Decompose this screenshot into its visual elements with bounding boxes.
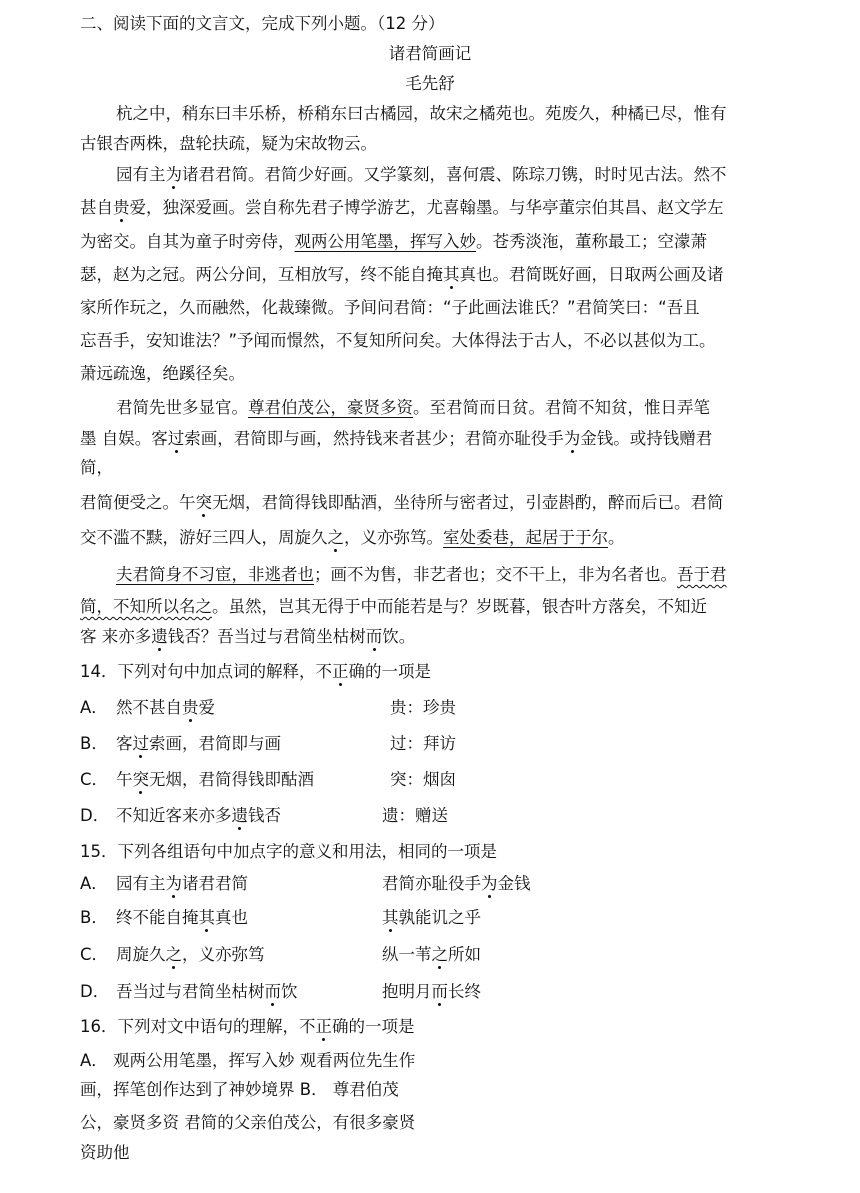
q15-option-d[interactable]: D． 吾当过与君简坐枯树而饮 — [80, 982, 298, 1001]
p2-line-4: 瑟，赵为之冠。两公分间，互相放写，终不能自掩其真也。君简既好画，日取两公画及诸 — [80, 265, 724, 284]
p1-line-1: 杭之中，稍东曰丰乐桥，桥稍东曰古橘园，故宋之橘苑也。苑废久，种橘已尽，惟有 — [116, 104, 727, 123]
dotted-char: 贵 — [182, 698, 199, 717]
passage-title: 诸君简画记 — [388, 44, 472, 63]
p2-line-2: 甚自贵爱，独深爱画。尝自称先君子博学游艺，尤喜翰墨。与华亭董宗伯其昌、赵文学左 — [80, 198, 724, 217]
p2-line-3: 为密交。自其为童子时旁侍，观两公用笔墨，挥写入妙。苍秀淡沲，董称最工；空濛萧 — [80, 232, 707, 251]
dotted-char: 不正确 — [315, 662, 365, 681]
dotted-char: 而 — [365, 627, 383, 646]
dotted-char: 之 — [431, 945, 448, 964]
underlined-sentence: 室处委巷，起居于于尔 — [443, 528, 608, 547]
p4-line-3: 客 来亦多遗钱否？吾当过与君简坐枯树而饮。 — [80, 627, 416, 646]
dotted-char: 为 — [165, 165, 182, 184]
q14-option-c-gloss: 突：烟囱 — [390, 770, 456, 789]
underlined-sentence: 观两公用笔墨，挥写入妙 — [294, 232, 476, 251]
q16-stem: 16．下列对文中语句的理解，不正确的一项是 — [80, 1017, 415, 1036]
q14-option-a-gloss: 贵：珍贵 — [390, 698, 456, 717]
p2-line-1: 园有主为诸君君简。君简少好画。又学篆刻，喜何震、陈琮刀镌，时时见古法。然不 — [116, 165, 727, 184]
p4-line-2: 简，不知所以名之。虽然，岂其无得于中而能若是与？岁既暮，银杏叶方落矣，不知近 — [80, 597, 707, 616]
dotted-char: 过 — [167, 429, 185, 448]
q14-stem: 14．下列对句中加点词的解释，不正确的一项是 — [80, 662, 431, 681]
p4-line-1: 夫君简身不习宦，非逃者也；画不为售，非艺者也；交不干上，非为名者也。吾于君 — [116, 565, 727, 584]
underlined-sentence: 夫君简身不习宦，非逃者也 — [116, 565, 314, 584]
wavy-underlined-sentence: 简，不知所以名之 — [80, 597, 212, 616]
q15-option-c[interactable]: C． 周旋久之，义亦弥笃 — [80, 945, 265, 964]
q16-line-1[interactable]: A． 观两公用笔墨，挥写入妙 观看两位先生作 — [80, 1051, 416, 1070]
underlined-sentence: 尊君伯茂公，豪贤多资 — [248, 398, 413, 417]
dotted-char: 而 — [264, 982, 281, 1001]
q15-option-b[interactable]: B． 终不能自掩其真也 — [80, 908, 248, 927]
q14-option-d[interactable]: D． 不知近客来亦多遗钱否 — [80, 806, 281, 825]
section-header: 二、阅读下面的文言文，完成下列小题。（12 分） — [80, 14, 445, 33]
p2-line-5: 家所作玩之，久而融然，化裁臻微。予间问君简：“子此画法谁氏？”君简笑曰：“吾且 — [80, 298, 700, 317]
q14-option-b-gloss: 过：拜访 — [390, 734, 456, 753]
dotted-char: 不正确 — [299, 1017, 349, 1036]
dotted-char: 遗 — [151, 627, 168, 646]
q16-line-4: 资助他 — [80, 1143, 130, 1162]
p1-line-2: 古银杏两株，盘轮扶疏，疑为宋故物云。 — [80, 134, 377, 153]
p3-line-2: 墨 自娱。客过索画，君简即与画，然持钱来者甚少；君简亦耻役手为金钱。或持钱赠君 — [80, 429, 713, 448]
q16-line-3: 公，豪贤多资 君简的父亲伯茂公，有很多豪贤 — [80, 1113, 416, 1132]
dotted-char: 其 — [382, 908, 399, 927]
p3-line-1: 君简先世多显官。尊君伯茂公，豪贤多资。至君简而日贫。君简不知贫，惟日弄笔 — [116, 398, 710, 417]
q14-option-a[interactable]: A． 然不甚自贵爱 — [80, 698, 215, 717]
dotted-char: 突 — [132, 770, 149, 789]
dotted-char: 而 — [431, 982, 448, 1001]
q14-option-b[interactable]: B． 客过索画，君简即与画 — [80, 734, 281, 753]
dotted-char: 为 — [481, 874, 498, 893]
q15-option-d-right: 抱明月而长终 — [382, 982, 481, 1001]
q14-option-d-gloss: 遗：赠送 — [382, 806, 448, 825]
dotted-char: 之 — [327, 528, 344, 547]
q15-option-b-right: 其孰能讥之乎 — [382, 908, 481, 927]
q15-stem: 15．下列各组语句中加点字的意义和用法，相同的一项是 — [80, 842, 497, 861]
dotted-char: 为 — [165, 874, 182, 893]
q16-line-2[interactable]: 画，挥笔创作达到了神妙境界 B． 尊君伯茂 — [80, 1080, 399, 1099]
q15-option-c-right: 纵一苇之所如 — [382, 945, 481, 964]
dotted-char: 贵 — [113, 198, 130, 217]
dotted-char: 突 — [195, 493, 212, 512]
p3-line-5: 交不滥不黩，游好三四人，周旋久之，义亦弥笃。室处委巷，起居于于尔。 — [80, 528, 625, 547]
dotted-char: 其 — [443, 265, 460, 284]
wavy-underlined-sentence: 吾于君 — [677, 565, 727, 584]
dotted-char: 过 — [132, 734, 149, 753]
dotted-char: 遗 — [231, 806, 248, 825]
q15-option-a-right: 君简亦耻役手为金钱 — [382, 874, 531, 893]
p2-line-6: 忘吾手，安知谁法？”予闻而憬然，不复知所问矣。大体得法于古人，不必以甚似为工。 — [80, 331, 716, 350]
q14-option-c[interactable]: C． 午突无烟，君简得钱即酤酒 — [80, 770, 314, 789]
q15-option-a[interactable]: A． 园有主为诸君君简 — [80, 874, 248, 893]
p2-line-7: 萧远疏逸，绝蹊径矣。 — [80, 364, 245, 383]
p3-line-3: 简， — [80, 458, 113, 477]
p3-line-4: 君简便受之。午突无烟，君简得钱即酤酒，坐待所与密者过，引壶斟酌，醉而后已。君简 — [80, 493, 724, 512]
dotted-char: 其 — [198, 908, 215, 927]
dotted-char: 为 — [563, 429, 581, 448]
passage-author: 毛先舒 — [405, 74, 455, 93]
dotted-char: 之 — [165, 945, 182, 964]
